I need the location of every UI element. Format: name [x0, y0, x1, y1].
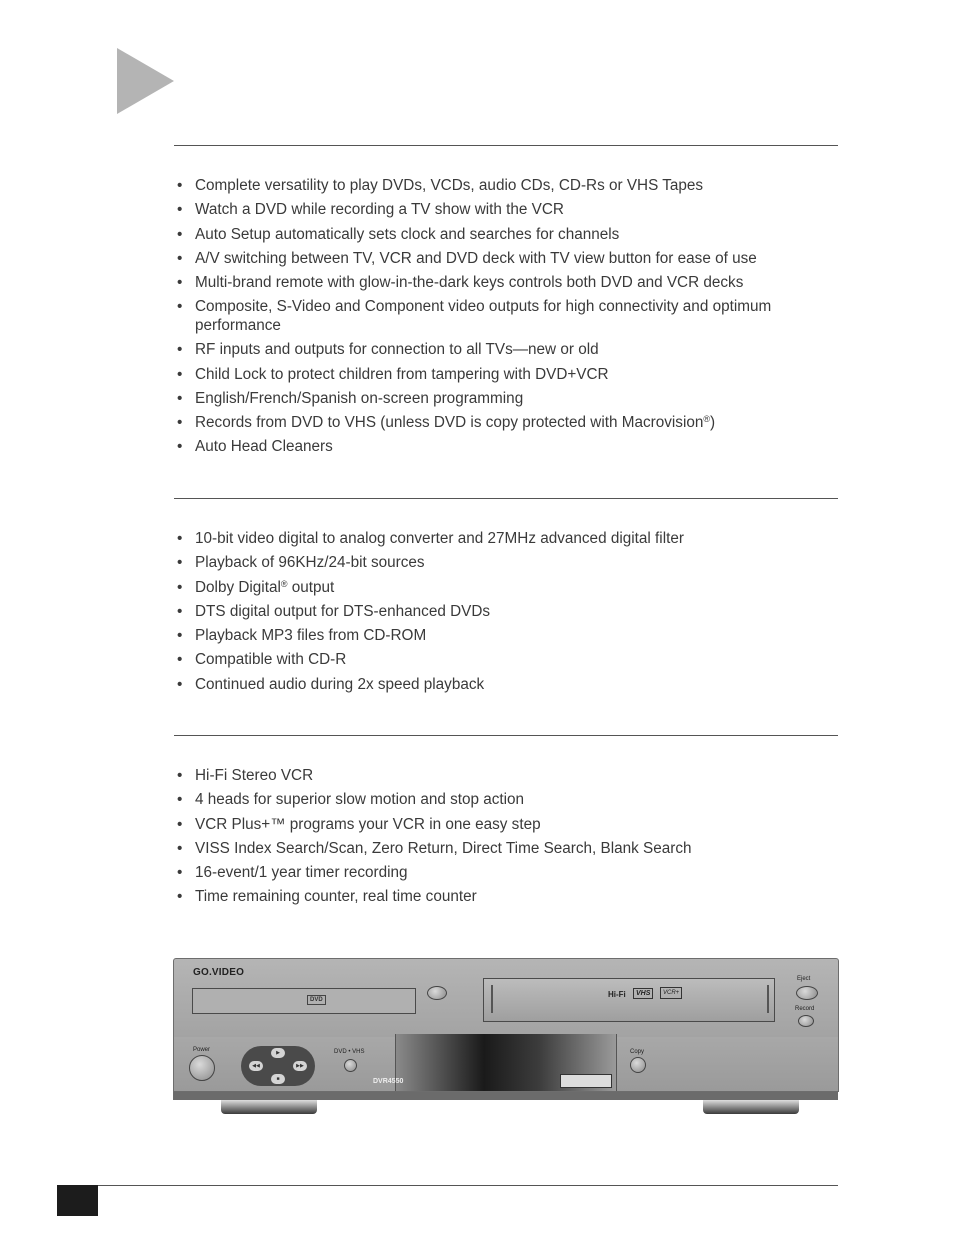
feature-list-vcr — [174, 767, 838, 913]
list-item: • 10-bit video digital to analog converter and 27MHz advanced digital filter — [174, 530, 838, 549]
device-top-panel — [173, 958, 839, 1038]
list-item: • 4 heads for superior slow motion and stop action — [174, 791, 838, 810]
list-item: • Compatible with CD-R — [174, 651, 838, 670]
list-item-text: Records from DVD to VHS (unless DVD is copy protected with Macrovision — [195, 414, 704, 432]
model-label: DVR4550 — [373, 1078, 404, 1085]
list-item — [174, 579, 838, 598]
footer-rule — [57, 1185, 838, 1186]
list-item: • English/French/Spanish on-screen programming — [174, 390, 838, 409]
section-rule-3 — [174, 735, 838, 736]
section-rule-1 — [174, 145, 838, 146]
feature-list-general — [174, 177, 838, 463]
list-item — [174, 414, 838, 433]
vhs-slot — [491, 985, 769, 1013]
dvd-eject-button — [427, 986, 447, 1000]
list-item-suffix: output — [287, 578, 335, 596]
stop-icon: ■ — [271, 1074, 285, 1084]
registered-mark: ® — [703, 414, 711, 425]
transport-controls — [241, 1046, 315, 1086]
record-label: Record — [795, 1006, 815, 1012]
dvd-tray — [192, 988, 416, 1014]
hifi-label: Hi-Fi — [608, 990, 626, 999]
list-item: • Child Lock to protect children from tampering with DVD+VCR — [174, 366, 838, 385]
play-icon: ▶ — [271, 1048, 285, 1058]
list-item: • Hi-Fi Stereo VCR — [174, 767, 838, 786]
vhs-tray — [483, 978, 775, 1022]
list-item-text: Dolby Digital — [195, 578, 281, 596]
list-item: • RF inputs and outputs for connection to all TVs—new or old — [174, 341, 838, 360]
dvd-logo: DVD — [307, 995, 326, 1005]
list-item: • Multi-brand remote with glow-in-the-dark keys controls both DVD and VCR decks — [174, 274, 838, 293]
copy-button — [630, 1057, 646, 1073]
list-item: • DTS digital output for DTS-enhanced DVDs — [174, 603, 838, 622]
format-logos — [560, 1074, 612, 1088]
registered-mark: ® — [280, 578, 288, 589]
device-base-rail — [173, 1092, 838, 1100]
dvd-vhs-button — [344, 1059, 357, 1072]
section-arrow-marker — [117, 48, 174, 114]
vcrplus-logo: VCR+ — [660, 987, 682, 999]
fast-forward-icon: ▶▶ — [293, 1061, 307, 1071]
list-item: • Auto Head Cleaners — [174, 438, 838, 457]
brand-logo: GO.VIDEO — [193, 967, 245, 978]
page-number-box — [57, 1185, 98, 1216]
power-button — [189, 1055, 215, 1081]
dvd-vhs-label: DVD • VHS — [334, 1049, 365, 1055]
list-item: • Composite, S-Video and Component video outputs for high connectivity and optimum performance — [174, 298, 838, 335]
section-rule-2 — [174, 498, 838, 499]
rewind-icon: ◀◀ — [249, 1061, 263, 1071]
eject-label: Eject — [797, 976, 811, 982]
power-label: Power — [193, 1047, 211, 1053]
list-item: • Watch a DVD while recording a TV show with the VCR — [174, 201, 838, 220]
list-item: • Auto Setup automatically sets clock and searches for channels — [174, 226, 838, 245]
device-foot-left — [221, 1100, 317, 1114]
list-item: • VISS Index Search/Scan, Zero Return, Direct Time Search, Blank Search — [174, 840, 838, 859]
vhs-logo: VHS — [633, 988, 653, 999]
list-item: • Playback MP3 files from CD-ROM — [174, 627, 838, 646]
list-item: • A/V switching between TV, VCR and DVD deck with TV view button for ease of use — [174, 250, 838, 269]
record-button — [798, 1015, 814, 1027]
device-foot-right — [703, 1100, 799, 1114]
list-item: • Continued audio during 2x speed playback — [174, 676, 838, 695]
copy-label: Copy — [630, 1049, 645, 1055]
list-item: • Complete versatility to play DVDs, VCDs, audio CDs, CD-Rs or VHS Tapes — [174, 177, 838, 196]
list-item: • VCR Plus+™ programs your VCR in one easy step — [174, 816, 838, 835]
dvd-vcr-device-illustration — [173, 958, 839, 1118]
feature-list-dvd — [174, 530, 838, 700]
list-item: • 16-event/1 year timer recording — [174, 864, 838, 883]
close-paren: ) — [710, 414, 716, 432]
list-item: • Playback of 96KHz/24-bit sources — [174, 554, 838, 573]
vcr-eject-button — [796, 986, 818, 1000]
list-item: • Time remaining counter, real time counter — [174, 888, 838, 907]
